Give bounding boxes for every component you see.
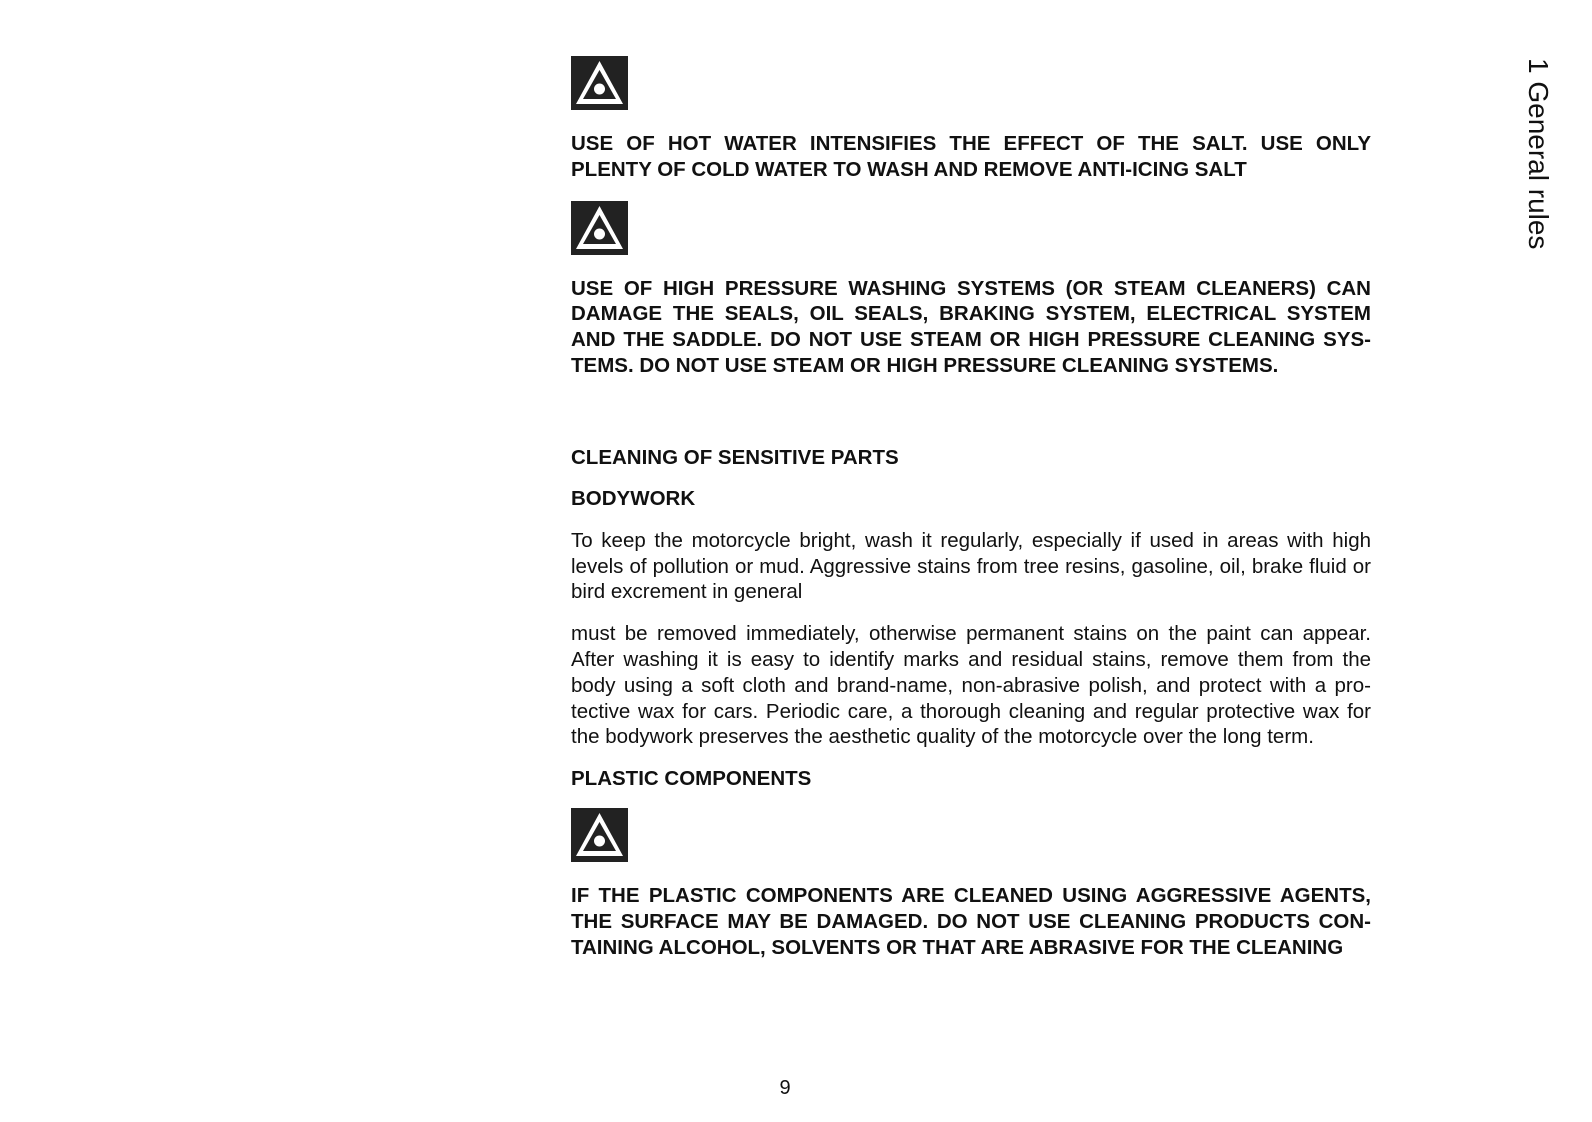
warning-plastic-text: IF THE PLASTIC COMPONENTS ARE CLEANED USING AGGRESSIVE AGENTS, THE SURFACE MAY BE DAMAGED. DO NOT USE CLEANING PRODUCTS CONTAINING ALCOHOL, SOLVENTS OR THAT ARE ABRASIVE FOR THE CLEANING: [571, 884, 1371, 959]
warning-triangle-icon: [571, 201, 628, 255]
warning-high-pressure-text: USE OF HIGH PRESSURE WASHING SYSTEMS (OR STEAM CLEANERS) CAN DAMAGE THE SEALS, OIL SEALS, BRAKING SYSTEM, ELECTRICAL SYSTEM AND THE SADDLE. DO NOT USE STEAM OR HIGH PRESSURE CLEANING SYSTEMS. DO NOT USE STEAM OR HIGH PRESSURE CLEANING SYSTEMS.: [571, 276, 1371, 377]
bodywork-paragraph-2: must be removed immediately, otherwise permanent stains on the paint can appear. After washing it is easy to identify marks and residual stains, remove them from the body using a soft cloth and brand-name, non-abrasive polish, and protect with a protective wax for cars. Periodic care, a thorough cleaning and regular protective wax for the bodywork preserves the aesthetic quality of the motorcycle over the long term.: [571, 622, 1371, 749]
warning-triangle-icon: [571, 56, 628, 110]
chapter-side-title: 1 General rules: [1523, 58, 1554, 250]
warning-triangle-icon: [571, 808, 628, 862]
subheading-bodywork: BODYWORK: [571, 486, 696, 510]
subheading-plastic-components: PLASTIC COMPONENTS: [571, 767, 812, 791]
section-heading-cleaning: CLEANING OF SENSITIVE PARTS: [571, 445, 899, 469]
warning-hot-water-text: USE OF HOT WATER INTENSIFIES THE EFFECT OF THE SALT. USE ONLY PLENTY OF COLD WATER TO WASH AND REMOVE ANTI-ICING SALT: [571, 132, 1371, 181]
page-number: 9: [779, 1077, 791, 1099]
page-content: [571, 56, 1371, 961]
bodywork-paragraph-1: To keep the motorcycle bright, wash it regularly, especially if used in areas with high levels of pollution or mud. Aggressive stains from tree resins, gasoline, oil, brake fluid or bird excrement in general: [571, 528, 1371, 604]
